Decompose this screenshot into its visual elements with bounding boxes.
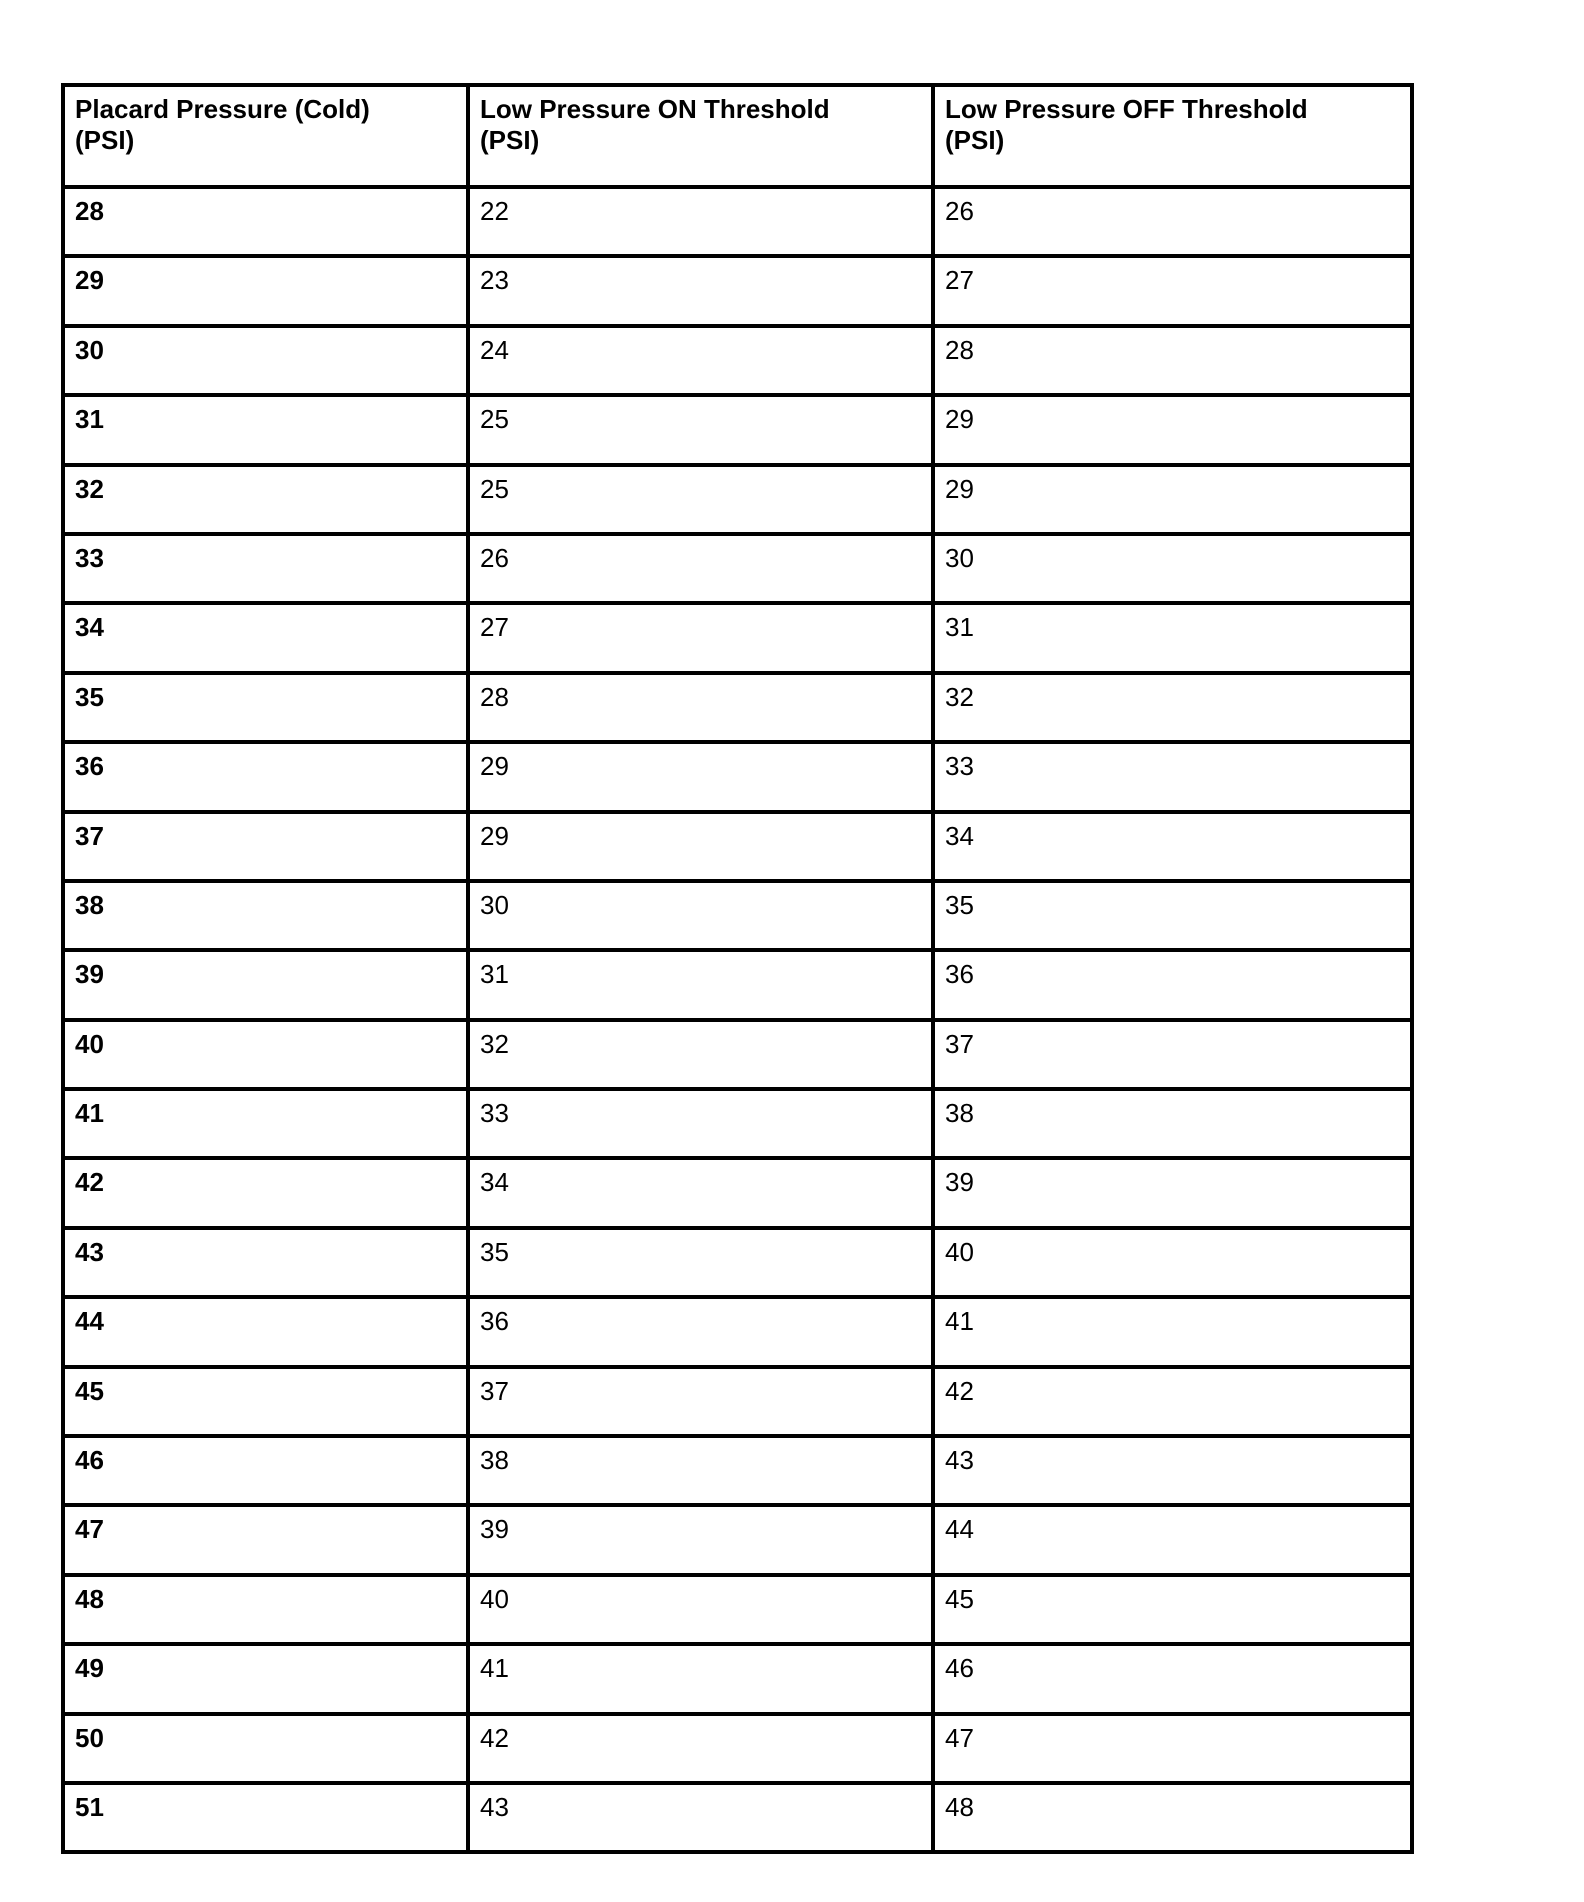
placard-pressure-cell: 44	[63, 1297, 468, 1366]
table-header	[63, 85, 1412, 187]
table-row	[63, 1644, 1412, 1713]
table-row	[63, 187, 1412, 256]
low-pressure-on-cell: 39	[468, 1505, 933, 1574]
low-pressure-on-cell: 28	[468, 673, 933, 742]
low-pressure-on-cell: 29	[468, 742, 933, 811]
table-row	[63, 1367, 1412, 1436]
low-pressure-on-cell: 34	[468, 1158, 933, 1227]
placard-pressure-cell: 30	[63, 326, 468, 395]
low-pressure-off-cell: 29	[933, 465, 1412, 534]
placard-pressure-cell: 33	[63, 534, 468, 603]
low-pressure-off-cell: 31	[933, 603, 1412, 672]
table-row	[63, 1228, 1412, 1297]
header-placard-pressure-title: Placard Pressure (Cold)	[75, 94, 370, 124]
placard-pressure-cell: 46	[63, 1436, 468, 1505]
placard-pressure-cell: 51	[63, 1783, 468, 1852]
table-row	[63, 812, 1412, 881]
header-low-pressure-off-title: Low Pressure OFF Threshold	[945, 94, 1308, 124]
low-pressure-on-cell: 42	[468, 1714, 933, 1783]
low-pressure-off-cell: 27	[933, 256, 1412, 325]
low-pressure-off-cell: 38	[933, 1089, 1412, 1158]
low-pressure-off-cell: 42	[933, 1367, 1412, 1436]
low-pressure-off-cell: 47	[933, 1714, 1412, 1783]
header-placard-pressure-unit: (PSI)	[75, 125, 135, 155]
low-pressure-off-cell: 44	[933, 1505, 1412, 1574]
low-pressure-on-cell: 24	[468, 326, 933, 395]
table-row	[63, 1020, 1412, 1089]
low-pressure-off-cell: 39	[933, 1158, 1412, 1227]
low-pressure-off-cell: 32	[933, 673, 1412, 742]
table-row	[63, 881, 1412, 950]
low-pressure-off-cell: 28	[933, 326, 1412, 395]
low-pressure-off-cell: 45	[933, 1575, 1412, 1644]
low-pressure-on-cell: 38	[468, 1436, 933, 1505]
placard-pressure-cell: 39	[63, 950, 468, 1019]
low-pressure-on-cell: 35	[468, 1228, 933, 1297]
placard-pressure-cell: 40	[63, 1020, 468, 1089]
low-pressure-on-cell: 26	[468, 534, 933, 603]
placard-pressure-cell: 43	[63, 1228, 468, 1297]
table-row	[63, 603, 1412, 672]
low-pressure-off-cell: 26	[933, 187, 1412, 256]
placard-pressure-cell: 28	[63, 187, 468, 256]
header-low-pressure-off	[933, 85, 1412, 187]
header-low-pressure-on-unit: (PSI)	[480, 125, 540, 155]
table-row	[63, 395, 1412, 464]
table-row	[63, 950, 1412, 1019]
low-pressure-off-cell: 35	[933, 881, 1412, 950]
low-pressure-on-cell: 30	[468, 881, 933, 950]
placard-pressure-cell: 36	[63, 742, 468, 811]
placard-pressure-cell: 42	[63, 1158, 468, 1227]
table-row	[63, 1505, 1412, 1574]
placard-pressure-cell: 45	[63, 1367, 468, 1436]
placard-pressure-cell: 37	[63, 812, 468, 881]
low-pressure-off-cell: 36	[933, 950, 1412, 1019]
header-placard-pressure	[63, 85, 468, 187]
placard-pressure-cell: 50	[63, 1714, 468, 1783]
low-pressure-on-cell: 22	[468, 187, 933, 256]
pressure-threshold-table	[61, 83, 1414, 1854]
low-pressure-off-cell: 29	[933, 395, 1412, 464]
placard-pressure-cell: 29	[63, 256, 468, 325]
low-pressure-off-cell: 41	[933, 1297, 1412, 1366]
table-row	[63, 1297, 1412, 1366]
table-row	[63, 742, 1412, 811]
low-pressure-on-cell: 29	[468, 812, 933, 881]
low-pressure-on-cell: 25	[468, 395, 933, 464]
header-low-pressure-off-unit: (PSI)	[945, 125, 1005, 155]
placard-pressure-cell: 49	[63, 1644, 468, 1713]
table-row	[63, 1436, 1412, 1505]
table-row	[63, 1158, 1412, 1227]
low-pressure-off-cell: 46	[933, 1644, 1412, 1713]
header-low-pressure-on	[468, 85, 933, 187]
table-row	[63, 1575, 1412, 1644]
placard-pressure-cell: 32	[63, 465, 468, 534]
low-pressure-off-cell: 48	[933, 1783, 1412, 1852]
table-row	[63, 1089, 1412, 1158]
low-pressure-off-cell: 37	[933, 1020, 1412, 1089]
table-row	[63, 465, 1412, 534]
placard-pressure-cell: 38	[63, 881, 468, 950]
placard-pressure-cell: 48	[63, 1575, 468, 1644]
low-pressure-on-cell: 37	[468, 1367, 933, 1436]
low-pressure-on-cell: 36	[468, 1297, 933, 1366]
table-body	[63, 187, 1412, 1852]
low-pressure-on-cell: 32	[468, 1020, 933, 1089]
placard-pressure-cell: 35	[63, 673, 468, 742]
low-pressure-off-cell: 43	[933, 1436, 1412, 1505]
low-pressure-off-cell: 33	[933, 742, 1412, 811]
placard-pressure-cell: 34	[63, 603, 468, 672]
table-row	[63, 673, 1412, 742]
table-row	[63, 534, 1412, 603]
header-low-pressure-on-title: Low Pressure ON Threshold	[480, 94, 830, 124]
low-pressure-off-cell: 30	[933, 534, 1412, 603]
placard-pressure-cell: 41	[63, 1089, 468, 1158]
low-pressure-on-cell: 31	[468, 950, 933, 1019]
low-pressure-on-cell: 33	[468, 1089, 933, 1158]
low-pressure-on-cell: 43	[468, 1783, 933, 1852]
low-pressure-on-cell: 25	[468, 465, 933, 534]
table-row	[63, 1783, 1412, 1852]
low-pressure-on-cell: 27	[468, 603, 933, 672]
placard-pressure-cell: 31	[63, 395, 468, 464]
low-pressure-off-cell: 40	[933, 1228, 1412, 1297]
table-row	[63, 326, 1412, 395]
header-row	[63, 85, 1412, 187]
placard-pressure-cell: 47	[63, 1505, 468, 1574]
low-pressure-on-cell: 40	[468, 1575, 933, 1644]
table-row	[63, 1714, 1412, 1783]
low-pressure-on-cell: 41	[468, 1644, 933, 1713]
table-row	[63, 256, 1412, 325]
low-pressure-on-cell: 23	[468, 256, 933, 325]
low-pressure-off-cell: 34	[933, 812, 1412, 881]
